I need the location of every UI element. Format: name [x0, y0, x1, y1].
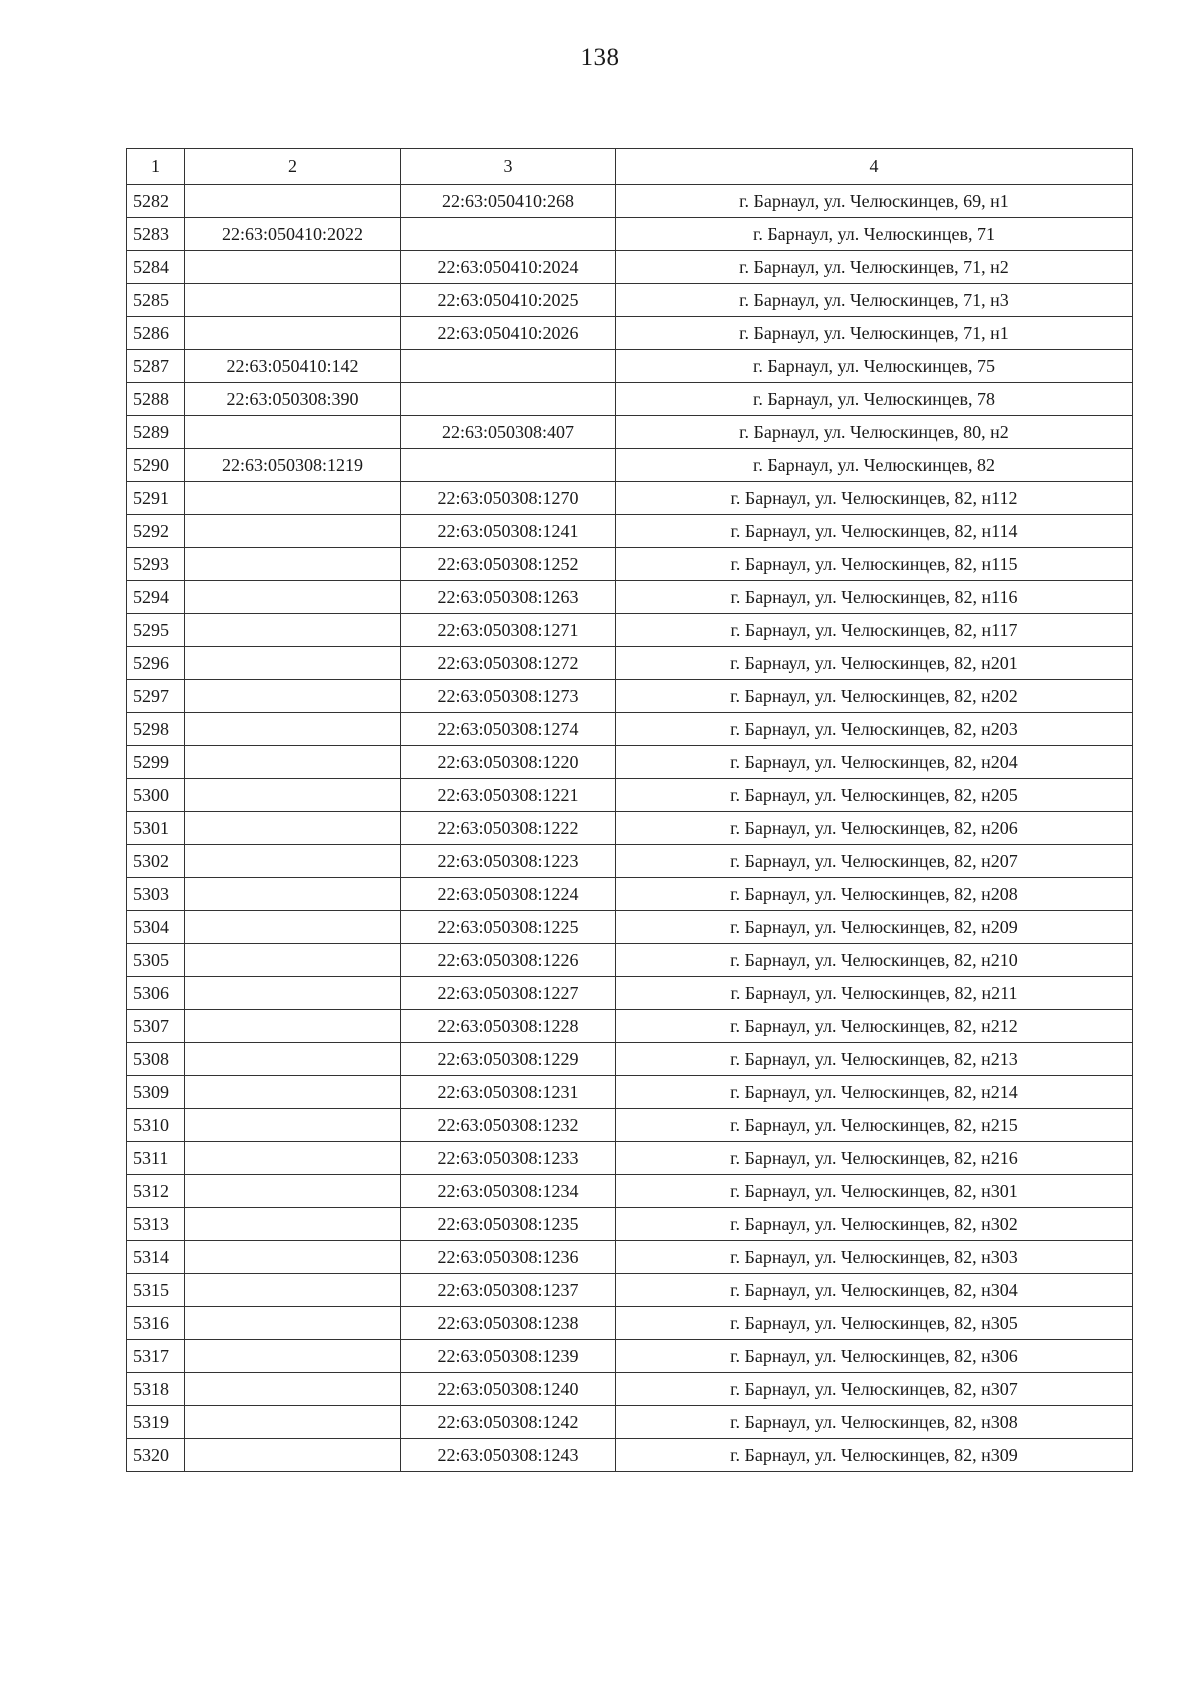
cadastral-building	[185, 482, 401, 515]
header-col-4: 4	[616, 149, 1133, 185]
cadastral-premises: 22:63:050308:1234	[401, 1175, 616, 1208]
address: г. Барнаул, ул. Челюскинцев, 82, н203	[616, 713, 1133, 746]
cadastral-building	[185, 1307, 401, 1340]
row-number: 5320	[127, 1439, 185, 1472]
cadastral-building	[185, 746, 401, 779]
cadastral-premises	[401, 218, 616, 251]
header-col-3: 3	[401, 149, 616, 185]
cadastral-building	[185, 1439, 401, 1472]
row-number: 5304	[127, 911, 185, 944]
row-number: 5307	[127, 1010, 185, 1043]
cadastral-building	[185, 845, 401, 878]
address: г. Барнаул, ул. Челюскинцев, 82, н210	[616, 944, 1133, 977]
cadastral-building	[185, 1208, 401, 1241]
cadastral-premises: 22:63:050308:1228	[401, 1010, 616, 1043]
cadastral-building: 22:63:050410:142	[185, 350, 401, 383]
cadastral-premises: 22:63:050308:1239	[401, 1340, 616, 1373]
table-row	[127, 350, 1133, 383]
address: г. Барнаул, ул. Челюскинцев, 82, н211	[616, 977, 1133, 1010]
cadastral-building	[185, 1109, 401, 1142]
cadastral-building	[185, 1373, 401, 1406]
cadastral-building	[185, 515, 401, 548]
row-number: 5297	[127, 680, 185, 713]
cadastral-building: 22:63:050308:390	[185, 383, 401, 416]
cadastral-building: 22:63:050410:2022	[185, 218, 401, 251]
row-number: 5289	[127, 416, 185, 449]
cadastral-building	[185, 1043, 401, 1076]
table-row	[127, 1274, 1133, 1307]
row-number: 5313	[127, 1208, 185, 1241]
table-row	[127, 1043, 1133, 1076]
table-row	[127, 581, 1133, 614]
address: г. Барнаул, ул. Челюскинцев, 82, н215	[616, 1109, 1133, 1142]
address: г. Барнаул, ул. Челюскинцев, 82, н214	[616, 1076, 1133, 1109]
table-row	[127, 1175, 1133, 1208]
cadastral-premises: 22:63:050410:2026	[401, 317, 616, 350]
table-row	[127, 515, 1133, 548]
row-number: 5314	[127, 1241, 185, 1274]
address: г. Барнаул, ул. Челюскинцев, 82, н301	[616, 1175, 1133, 1208]
page-number: 138	[580, 44, 620, 71]
table-row	[127, 680, 1133, 713]
row-number: 5288	[127, 383, 185, 416]
address: г. Барнаул, ул. Челюскинцев, 71, н2	[616, 251, 1133, 284]
address: г. Барнаул, ул. Челюскинцев, 82, н112	[616, 482, 1133, 515]
row-number: 5316	[127, 1307, 185, 1340]
cadastral-building	[185, 317, 401, 350]
cadastral-premises: 22:63:050308:1237	[401, 1274, 616, 1307]
table-row	[127, 482, 1133, 515]
table-row	[127, 614, 1133, 647]
cadastral-building	[185, 779, 401, 812]
cadastral-building	[185, 878, 401, 911]
cadastral-premises: 22:63:050308:1222	[401, 812, 616, 845]
header-row	[127, 149, 1133, 185]
cadastral-premises: 22:63:050308:1252	[401, 548, 616, 581]
cadastral-premises: 22:63:050308:1238	[401, 1307, 616, 1340]
cadastral-building	[185, 548, 401, 581]
row-number: 5299	[127, 746, 185, 779]
row-number: 5312	[127, 1175, 185, 1208]
cadastral-building	[185, 812, 401, 845]
cadastral-premises: 22:63:050308:1221	[401, 779, 616, 812]
cadastral-building	[185, 416, 401, 449]
cadastral-building	[185, 1340, 401, 1373]
cadastral-building	[185, 977, 401, 1010]
address: г. Барнаул, ул. Челюскинцев, 82, н116	[616, 581, 1133, 614]
table-row	[127, 713, 1133, 746]
cadastral-premises: 22:63:050410:2025	[401, 284, 616, 317]
cadastral-building	[185, 713, 401, 746]
row-number: 5300	[127, 779, 185, 812]
address: г. Барнаул, ул. Челюскинцев, 82, н206	[616, 812, 1133, 845]
cadastral-premises: 22:63:050308:1233	[401, 1142, 616, 1175]
cadastral-premises: 22:63:050410:2024	[401, 251, 616, 284]
cadastral-premises: 22:63:050308:1227	[401, 977, 616, 1010]
cadastral-premises: 22:63:050308:1272	[401, 647, 616, 680]
table-row	[127, 845, 1133, 878]
address: г. Барнаул, ул. Челюскинцев, 82, н306	[616, 1340, 1133, 1373]
row-number: 5295	[127, 614, 185, 647]
cadastral-premises: 22:63:050308:1236	[401, 1241, 616, 1274]
address: г. Барнаул, ул. Челюскинцев, 82, н309	[616, 1439, 1133, 1472]
address: г. Барнаул, ул. Челюскинцев, 82, н208	[616, 878, 1133, 911]
row-number: 5319	[127, 1406, 185, 1439]
cadastral-premises: 22:63:050308:1225	[401, 911, 616, 944]
cadastral-building	[185, 911, 401, 944]
address: г. Барнаул, ул. Челюскинцев, 82, н205	[616, 779, 1133, 812]
row-number: 5309	[127, 1076, 185, 1109]
registry-table	[126, 148, 1133, 1472]
row-number: 5283	[127, 218, 185, 251]
cadastral-premises	[401, 350, 616, 383]
cadastral-premises: 22:63:050308:1223	[401, 845, 616, 878]
table-row	[127, 878, 1133, 911]
cadastral-premises: 22:63:050308:1241	[401, 515, 616, 548]
cadastral-premises: 22:63:050308:1273	[401, 680, 616, 713]
address: г. Барнаул, ул. Челюскинцев, 69, н1	[616, 185, 1133, 218]
row-number: 5284	[127, 251, 185, 284]
cadastral-building	[185, 1076, 401, 1109]
cadastral-building	[185, 647, 401, 680]
address: г. Барнаул, ул. Челюскинцев, 71, н3	[616, 284, 1133, 317]
address: г. Барнаул, ул. Челюскинцев, 82, н303	[616, 1241, 1133, 1274]
address: г. Барнаул, ул. Челюскинцев, 82, н114	[616, 515, 1133, 548]
address: г. Барнаул, ул. Челюскинцев, 82, н115	[616, 548, 1133, 581]
row-number: 5302	[127, 845, 185, 878]
row-number: 5305	[127, 944, 185, 977]
cadastral-building	[185, 581, 401, 614]
address: г. Барнаул, ул. Челюскинцев, 82, н302	[616, 1208, 1133, 1241]
row-number: 5294	[127, 581, 185, 614]
row-number: 5315	[127, 1274, 185, 1307]
address: г. Барнаул, ул. Челюскинцев, 71	[616, 218, 1133, 251]
cadastral-premises: 22:63:050308:407	[401, 416, 616, 449]
address: г. Барнаул, ул. Челюскинцев, 82, н204	[616, 746, 1133, 779]
cadastral-premises: 22:63:050308:1231	[401, 1076, 616, 1109]
address: г. Барнаул, ул. Челюскинцев, 82, н308	[616, 1406, 1133, 1439]
row-number: 5310	[127, 1109, 185, 1142]
row-number: 5303	[127, 878, 185, 911]
table-row	[127, 977, 1133, 1010]
table-row	[127, 779, 1133, 812]
cadastral-building	[185, 944, 401, 977]
cadastral-building	[185, 1175, 401, 1208]
address: г. Барнаул, ул. Челюскинцев, 75	[616, 350, 1133, 383]
address: г. Барнаул, ул. Челюскинцев, 78	[616, 383, 1133, 416]
cadastral-building	[185, 185, 401, 218]
cadastral-building	[185, 251, 401, 284]
row-number: 5290	[127, 449, 185, 482]
address: г. Барнаул, ул. Челюскинцев, 82, н307	[616, 1373, 1133, 1406]
cadastral-premises: 22:63:050308:1229	[401, 1043, 616, 1076]
address: г. Барнаул, ул. Челюскинцев, 82, н209	[616, 911, 1133, 944]
row-number: 5293	[127, 548, 185, 581]
table-row	[127, 1076, 1133, 1109]
cadastral-building	[185, 680, 401, 713]
row-number: 5285	[127, 284, 185, 317]
table-row	[127, 944, 1133, 977]
address: г. Барнаул, ул. Челюскинцев, 82	[616, 449, 1133, 482]
row-number: 5296	[127, 647, 185, 680]
row-number: 5311	[127, 1142, 185, 1175]
address: г. Барнаул, ул. Челюскинцев, 82, н213	[616, 1043, 1133, 1076]
table-row	[127, 746, 1133, 779]
row-number: 5317	[127, 1340, 185, 1373]
table-row	[127, 812, 1133, 845]
table-row	[127, 251, 1133, 284]
table-row	[127, 1307, 1133, 1340]
row-number: 5308	[127, 1043, 185, 1076]
cadastral-premises: 22:63:050308:1232	[401, 1109, 616, 1142]
cadastral-premises	[401, 449, 616, 482]
address: г. Барнаул, ул. Челюскинцев, 80, н2	[616, 416, 1133, 449]
row-number: 5286	[127, 317, 185, 350]
cadastral-building	[185, 1142, 401, 1175]
address: г. Барнаул, ул. Челюскинцев, 82, н117	[616, 614, 1133, 647]
address: г. Барнаул, ул. Челюскинцев, 82, н202	[616, 680, 1133, 713]
address: г. Барнаул, ул. Челюскинцев, 82, н212	[616, 1010, 1133, 1043]
address: г. Барнаул, ул. Челюскинцев, 71, н1	[616, 317, 1133, 350]
table-row	[127, 317, 1133, 350]
table-row	[127, 1439, 1133, 1472]
table-row	[127, 1340, 1133, 1373]
address: г. Барнаул, ул. Челюскинцев, 82, н201	[616, 647, 1133, 680]
cadastral-premises: 22:63:050308:1235	[401, 1208, 616, 1241]
table-header	[127, 149, 1133, 185]
table-row	[127, 1010, 1133, 1043]
cadastral-premises: 22:63:050308:1226	[401, 944, 616, 977]
row-number: 5282	[127, 185, 185, 218]
cadastral-building	[185, 614, 401, 647]
table-row	[127, 1373, 1133, 1406]
cadastral-premises: 22:63:050308:1242	[401, 1406, 616, 1439]
table-row	[127, 911, 1133, 944]
address: г. Барнаул, ул. Челюскинцев, 82, н207	[616, 845, 1133, 878]
table-row	[127, 383, 1133, 416]
cadastral-building	[185, 1274, 401, 1307]
cadastral-premises: 22:63:050410:268	[401, 185, 616, 218]
cadastral-building	[185, 1241, 401, 1274]
header-col-1: 1	[127, 149, 185, 185]
cadastral-premises: 22:63:050308:1270	[401, 482, 616, 515]
row-number: 5298	[127, 713, 185, 746]
table-row	[127, 1109, 1133, 1142]
cadastral-premises	[401, 383, 616, 416]
cadastral-premises: 22:63:050308:1240	[401, 1373, 616, 1406]
cadastral-premises: 22:63:050308:1243	[401, 1439, 616, 1472]
table-row	[127, 647, 1133, 680]
table-row	[127, 416, 1133, 449]
cadastral-premises: 22:63:050308:1263	[401, 581, 616, 614]
header-col-2: 2	[185, 149, 401, 185]
table-row	[127, 1406, 1133, 1439]
table-row	[127, 449, 1133, 482]
row-number: 5287	[127, 350, 185, 383]
row-number: 5292	[127, 515, 185, 548]
table-row	[127, 218, 1133, 251]
row-number: 5291	[127, 482, 185, 515]
cadastral-building	[185, 284, 401, 317]
cadastral-premises: 22:63:050308:1224	[401, 878, 616, 911]
cadastral-building: 22:63:050308:1219	[185, 449, 401, 482]
table-row	[127, 1241, 1133, 1274]
table-row	[127, 1208, 1133, 1241]
address: г. Барнаул, ул. Челюскинцев, 82, н305	[616, 1307, 1133, 1340]
row-number: 5318	[127, 1373, 185, 1406]
row-number: 5306	[127, 977, 185, 1010]
address: г. Барнаул, ул. Челюскинцев, 82, н216	[616, 1142, 1133, 1175]
cadastral-premises: 22:63:050308:1274	[401, 713, 616, 746]
row-number: 5301	[127, 812, 185, 845]
address: г. Барнаул, ул. Челюскинцев, 82, н304	[616, 1274, 1133, 1307]
table-row	[127, 1142, 1133, 1175]
table-row	[127, 548, 1133, 581]
cadastral-building	[185, 1406, 401, 1439]
cadastral-building	[185, 1010, 401, 1043]
table-row	[127, 185, 1133, 218]
cadastral-premises: 22:63:050308:1220	[401, 746, 616, 779]
table-body	[127, 185, 1133, 1472]
cadastral-premises: 22:63:050308:1271	[401, 614, 616, 647]
table-row	[127, 284, 1133, 317]
